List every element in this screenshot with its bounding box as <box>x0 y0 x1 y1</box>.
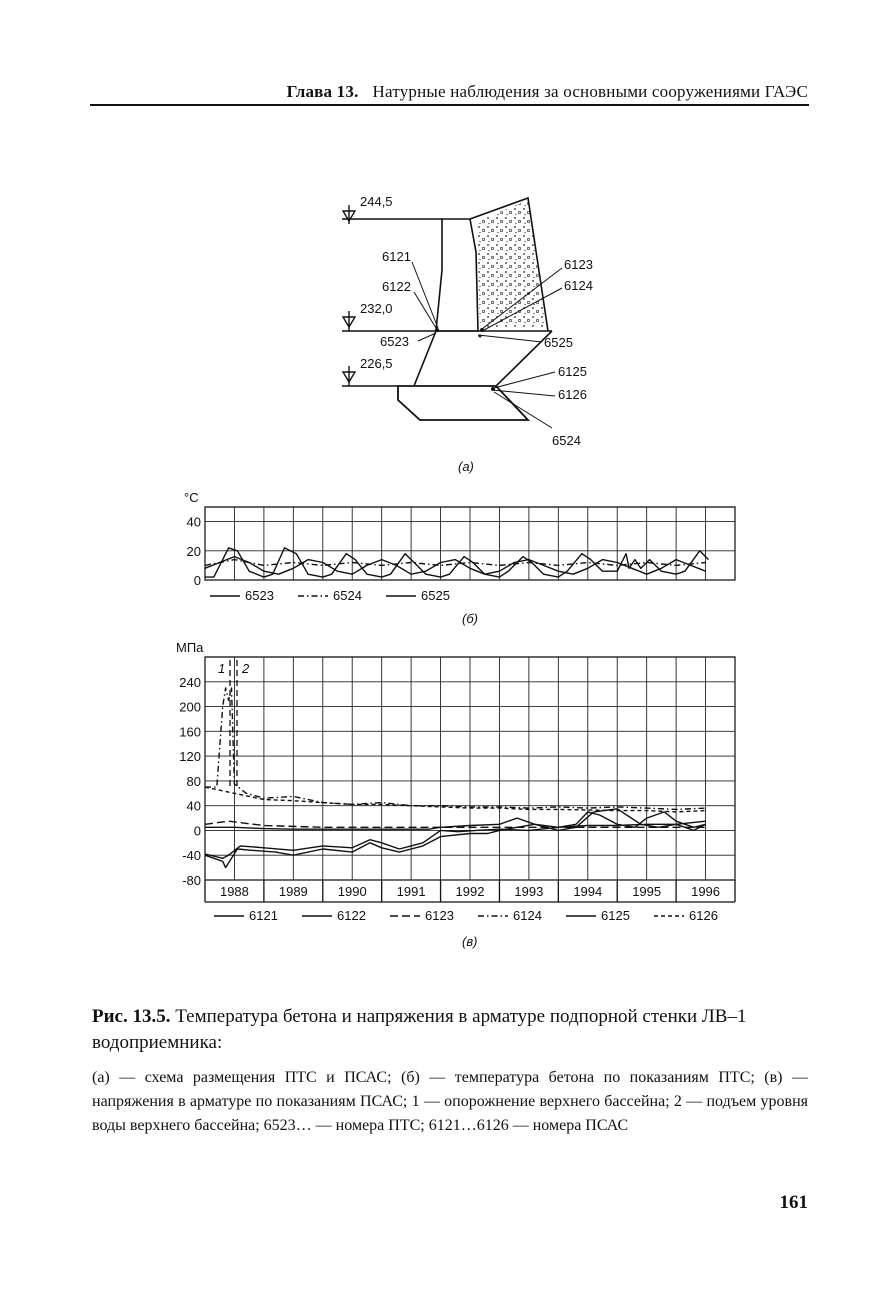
legend-label: 6123 <box>425 908 454 923</box>
x-tick-label: 1988 <box>219 884 249 899</box>
stress-legend <box>214 908 718 923</box>
elevation-label: 232,0 <box>360 301 393 316</box>
figure-label: Рис. 13.5. <box>92 1006 171 1027</box>
annotation-label: 1 <box>218 661 226 676</box>
figure-title: Температура бетона и напряжения в арматуре подпорной стенки ЛВ–1 водоприемника: <box>92 1006 747 1053</box>
y-tick-label: 40 <box>186 798 201 814</box>
legend-label: 6524 <box>333 588 362 603</box>
legend-label: 6523 <box>245 588 274 603</box>
sensor-label: 6121 <box>382 249 411 264</box>
subfigure-caption: (б) <box>462 611 478 626</box>
legend-label: 6125 <box>601 908 630 923</box>
figure-caption-title <box>92 1004 808 1056</box>
sensor-label: 6523 <box>380 334 409 349</box>
stress-x-ticks <box>205 880 735 902</box>
sensor-label: 6525 <box>544 335 573 350</box>
chapter-title: Натурные наблюдения за основными сооружениями ГАЭС <box>372 82 808 101</box>
chapter-label: Глава 13. <box>286 82 359 101</box>
y-tick-label: -40 <box>182 848 201 864</box>
elevation-label: 226,5 <box>360 356 393 371</box>
sensor-label: 6125 <box>558 364 587 379</box>
sensor-label: 6524 <box>552 433 581 448</box>
legend-label: 6126 <box>689 908 718 923</box>
stress-y-unit: МПа <box>176 640 204 655</box>
x-tick-label: 1996 <box>691 884 721 899</box>
subfigure-caption: (а) <box>458 459 474 474</box>
y-tick-label: 200 <box>179 699 201 715</box>
x-tick-label: 1990 <box>337 884 367 899</box>
series-line-6126 <box>205 787 706 812</box>
y-tick-label: 0 <box>193 573 201 588</box>
elevation-label: 244,5 <box>360 194 393 209</box>
legend-label: 6525 <box>421 588 450 603</box>
y-tick-label: -80 <box>182 873 201 888</box>
legend-label: 6124 <box>513 908 542 923</box>
y-tick-label: 240 <box>179 674 201 690</box>
x-tick-label: 1995 <box>632 884 662 899</box>
x-tick-label: 1993 <box>514 884 544 899</box>
subfigure-caption: (в) <box>462 934 478 949</box>
stress-y-ticks <box>179 675 201 888</box>
y-tick-label: 20 <box>186 543 201 559</box>
temperature-y-unit: °C <box>184 490 199 505</box>
stress-grid <box>205 657 735 880</box>
annotation-label: 2 <box>242 661 250 676</box>
x-tick-label: 1991 <box>396 884 426 899</box>
legend-label: 6122 <box>337 908 366 923</box>
stress-series <box>205 688 706 868</box>
page-number: 161 <box>779 1192 808 1213</box>
y-tick-label: 120 <box>179 749 201 765</box>
x-tick-label: 1992 <box>455 884 485 899</box>
sensor-label: 6124 <box>564 278 593 293</box>
y-tick-label: 0 <box>193 823 201 839</box>
series-line-6121 <box>205 809 706 868</box>
sensor-label: 6126 <box>558 387 587 402</box>
y-tick-label: 40 <box>186 514 201 530</box>
sensor-label: 6123 <box>564 257 593 272</box>
sensor-label: 6122 <box>382 279 411 294</box>
x-tick-label: 1994 <box>573 884 603 899</box>
y-tick-label: 160 <box>179 724 201 740</box>
y-tick-label: 80 <box>186 773 201 789</box>
figure-caption-body: (а) — схема размещения ПТС и ПСАС; (б) — температура бетона по показаниям ПТС; (в) — напряжения в арматуре по показаниям ПСАС; 1 — опорожнение верхнего бассейна; 2 — подъем уровня воды верхнего бассейна; 6523… — номера ПТС; 6121…6126 — номера ПСАС <box>92 1069 808 1134</box>
legend-label: 6121 <box>249 908 278 923</box>
x-tick-label: 1989 <box>278 884 308 899</box>
